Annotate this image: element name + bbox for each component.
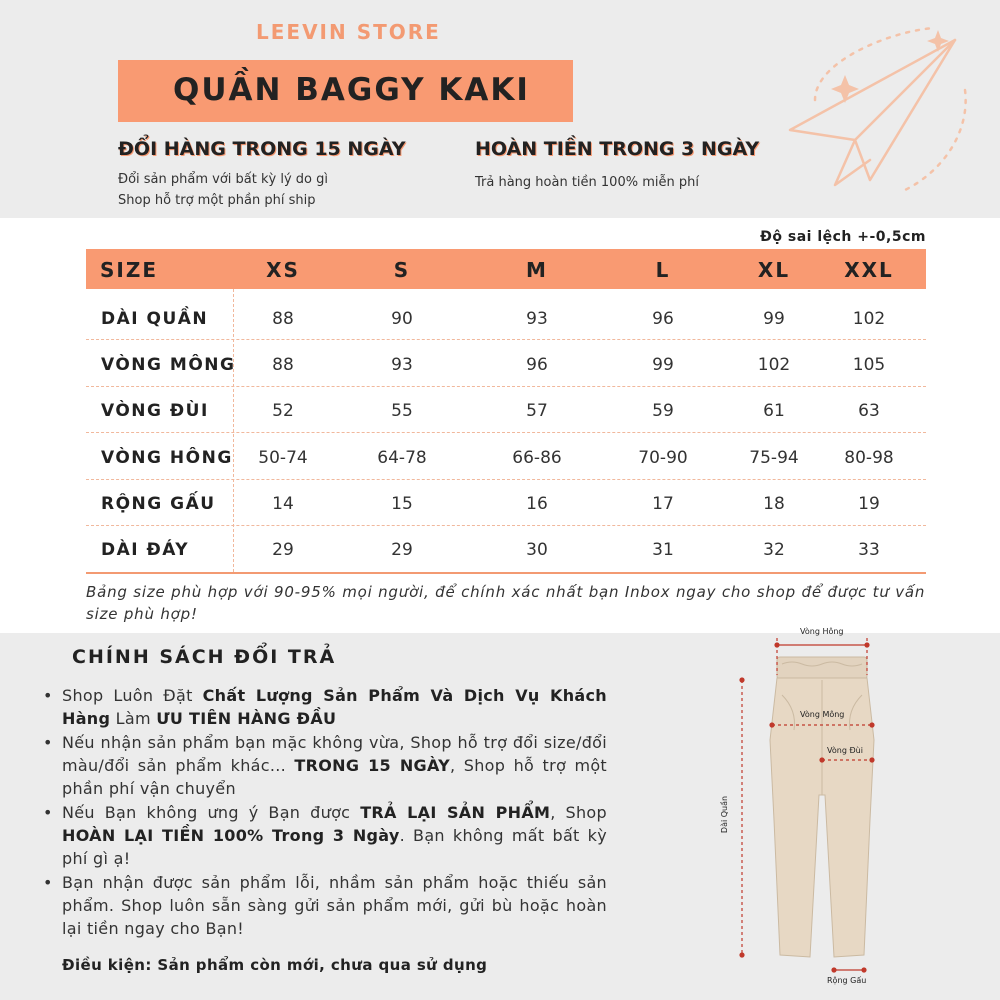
bullet-text: Làm: [110, 709, 157, 728]
table-cell: 80-98: [844, 448, 894, 468]
bullet-text: Bạn nhận được sản phẩm lỗi, nhầm sản phẩm hoặc thiếu sản phẩm. Shop luôn sẵn sàng gửi sản phẩm mới, gửi bù hoặc hoàn lại tiền ngay cho Bạn!: [62, 873, 607, 938]
policy-bullet: [62, 731, 607, 800]
table-cell: 30: [526, 540, 548, 560]
table-cell: 63: [858, 401, 880, 421]
policy-title: CHÍNH SÁCH ĐỔI TRẢ: [72, 646, 337, 668]
pants-measurement-diagram: [722, 620, 922, 1000]
table-cell: 99: [763, 309, 785, 329]
table-cell: 59: [652, 401, 674, 421]
table-cell: 102: [852, 309, 886, 329]
size-col-xl: XL: [757, 258, 791, 282]
size-col-xxl: XXL: [844, 258, 894, 282]
table-cell: 16: [526, 494, 548, 514]
bullet-emphasis: TRẢ LẠI SẢN PHẨM: [360, 803, 551, 822]
row-label: DÀI QUẦN: [101, 309, 209, 329]
bullet-text: , Shop: [550, 803, 607, 822]
size-footnote: Bảng size phù hợp với 90-95% mọi người, để chính xác nhất bạn Inbox ngay cho shop để được tư vấn size phù hợp!: [86, 583, 926, 623]
table-cell: 57: [526, 401, 548, 421]
exchange-heading: ĐỔI HÀNG TRONG 15 NGÀY: [118, 138, 406, 160]
length-label: Dài Quần: [720, 795, 730, 834]
title-banner: [118, 60, 573, 122]
table-cell: 32: [763, 540, 785, 560]
table-cell: 29: [272, 540, 294, 560]
waist-label: Vòng Hông: [800, 627, 844, 636]
bullet-text: Nếu Bạn không ưng ý Bạn được: [62, 803, 361, 822]
table-cell: 33: [858, 540, 880, 560]
table-cell: 93: [391, 355, 413, 375]
row-divider: [86, 386, 926, 387]
table-cell: 18: [763, 494, 785, 514]
product-title: QUẦN BAGGY KAKI: [173, 72, 530, 108]
size-header-label: SIZE: [100, 258, 159, 282]
table-cell: 14: [272, 494, 294, 514]
table-cell: 17: [652, 494, 674, 514]
bullet-emphasis: TRONG 15 NGÀY: [294, 756, 451, 775]
table-cell: 61: [763, 401, 785, 421]
table-cell: 66-86: [512, 448, 562, 468]
table-cell: 88: [272, 355, 294, 375]
row-divider: [86, 432, 926, 433]
table-cell: 96: [652, 309, 674, 329]
table-cell: 88: [272, 309, 294, 329]
table-cell: 75-94: [749, 448, 799, 468]
size-col-l: L: [655, 258, 671, 282]
table-cell: 102: [757, 355, 791, 375]
label-column-divider: [233, 289, 234, 572]
policy-condition: Điều kiện: Sản phẩm còn mới, chưa qua sử dụng: [62, 956, 488, 974]
row-divider: [86, 479, 926, 480]
exchange-line-2: Shop hỗ trợ một phần phí ship: [118, 193, 316, 208]
pants-illustration: [722, 620, 922, 1000]
policy-bullet: [62, 684, 607, 730]
row-label: VÒNG HÔNG: [101, 448, 233, 468]
row-divider: [86, 525, 926, 526]
table-cell: 70-90: [638, 448, 688, 468]
table-cell: 52: [272, 401, 294, 421]
bullet-text: . Bạn không mất bất kỳ phí gì ạ!: [62, 826, 607, 868]
size-col-m: M: [526, 258, 548, 282]
table-cell: 55: [391, 401, 413, 421]
hem-label: Rộng Gấu: [827, 976, 867, 985]
table-bottom-rule: [86, 572, 926, 574]
table-cell: 50-74: [258, 448, 308, 468]
bullet-emphasis: HOÀN LẠI TIỀN 100% Trong 3 Ngày: [62, 826, 400, 845]
bullet-text: , Shop hỗ trợ một phần phí vận chuyển: [62, 756, 607, 798]
size-col-s: S: [393, 258, 411, 282]
refund-line-1: Trả hàng hoàn tiền 100% miễn phí: [475, 175, 699, 190]
bullet-text: Nếu nhận sản phẩm bạn mặc không vừa, Shop hỗ trợ đổi size/đổi màu/đổi sản phẩm khác...: [62, 733, 607, 775]
hip-label: Vòng Mông: [800, 710, 845, 719]
table-cell: 99: [652, 355, 674, 375]
table-cell: 96: [526, 355, 548, 375]
table-cell: 90: [391, 309, 413, 329]
store-name: LEEVIN STORE: [256, 20, 441, 44]
policy-list: [62, 684, 607, 941]
table-cell: 29: [391, 540, 413, 560]
tolerance-note: Độ sai lệch +-0,5cm: [760, 229, 926, 245]
bullet-text: Shop Luôn Đặt: [62, 686, 203, 705]
exchange-line-1: Đổi sản phẩm với bất kỳ lý do gì: [118, 172, 328, 187]
policy-bullet: [62, 871, 607, 940]
bullet-emphasis: ƯU TIÊN HÀNG ĐẦU: [156, 709, 337, 728]
paper-plane-icon: [775, 20, 975, 200]
row-label: DÀI ĐÁY: [101, 540, 190, 560]
policy-bullet: [62, 801, 607, 870]
table-cell: 105: [852, 355, 886, 375]
size-col-xs: XS: [266, 258, 300, 282]
row-label: VÒNG ĐÙI: [101, 401, 209, 421]
table-cell: 19: [858, 494, 880, 514]
table-cell: 15: [391, 494, 413, 514]
refund-heading: HOÀN TIỀN TRONG 3 NGÀY: [475, 138, 760, 160]
row-label: RỘNG GẤU: [101, 494, 216, 514]
row-divider: [86, 339, 926, 340]
size-header-row: [86, 249, 926, 289]
table-cell: 31: [652, 540, 674, 560]
thigh-label: Vòng Đùi: [827, 746, 863, 755]
table-cell: 64-78: [377, 448, 427, 468]
bullet-emphasis: Chất Lượng Sản Phẩm Và Dịch Vụ Khách Hàng: [62, 686, 607, 728]
table-cell: 93: [526, 309, 548, 329]
row-label: VÒNG MÔNG: [101, 355, 236, 375]
